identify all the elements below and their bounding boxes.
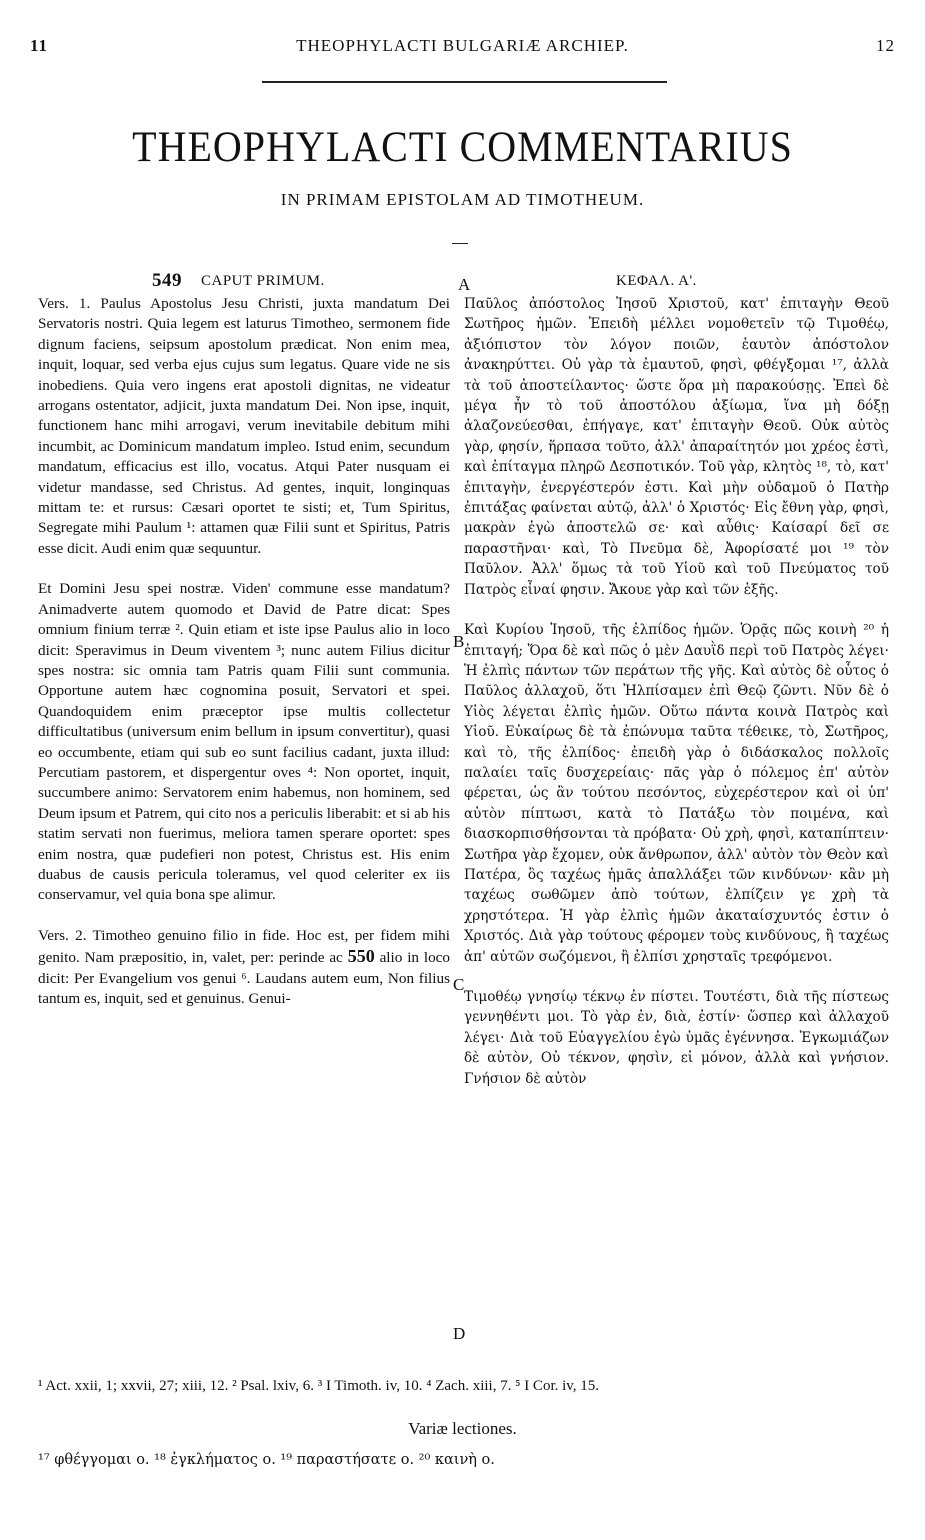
greek-paragraph-3: Τιμοθέῳ γνησίῳ τέκνῳ ἐν πίστει. Τουτέστι, διὰ τῆς πίστεως γεννηθέντι μοι. Τὸ γὰρ ἐν, διὰ, ἐστίν· ὥσπερ καὶ ἀλλαχοῦ λέγει· Διὰ τοῦ Εὐαγγελίου ἐγὼ ὑμᾶς ἐγέννησα. Ἐγκωμιάζων δὲ αὐτὸν, Οὐ τέκνον, φησὶν, εἰ μόνον, ἀλλὰ καὶ γνήσιον. Γνήσιον δὲ αὐτὸν	[464, 989, 889, 1087]
greek-paragraph-2: Καὶ Κυρίου Ἰησοῦ, τῆς ἐλπίδος ἡμῶν. Ὁρᾷς πῶς κοινὴ ²⁰ ἡ ἐπιταγή; Ὅρα δὲ καὶ πῶς ὁ μὲν Δαυῒδ περὶ τοῦ Πατρὸς λέγει· Ἡ ἐλπὶς πάντων τῶν περάτων τῆς γῆς. Καὶ αὐτὸς δὲ οὗτος ὁ Παῦλος ἀλλαχοῦ, ὅτι Ἠλπίσαμεν ἐπὶ Θεῷ ζῶντι. Νῦν δὲ ὁ Υἱὸς λέγεται ἐλπὶς ἡμῶν. Οὕτω πάντα κοινὰ Πατρὸς καὶ Υἱοῦ. Εὐκαίρως δὲ τὰ ἐπώνυμα ταῦτα τέθεικε, τὸ, Σωτῆρος, καὶ τὸ, τῆς ἐλπίδος· ἐπειδὴ γὰρ ὁ διδάσκαλος πολλοῖς παλαίει ταῖς δυσχερείαις· πᾶς γὰρ ὁ πόλεμος ἐπ' αὐτὸν φέρεται, ὡς ἂν τούτου πεσόντος, εὐχερέστερον καὶ οἱ ὑπ' αὐτὸν πίπτωσι, κατὰ τὸ Πατάξω τὸν ποιμένα, καὶ διασκορπισθήσονται τὰ πρόβατα· Οὐ χρὴ, φησὶ, καταπίπτειν· Σωτῆρα γὰρ ἔχομεν, οὐκ ἄνθρωπον, ἀλλ' αὐτὸν τὸν Θεὸν καὶ Πατέρα, ὃς ταχέως ἡμᾶς ἀπαλλάξει τῶν κινδύνων· κἂν μὴ ταχέως σωθῶμεν ἀπὸ τούτων, ἐλπίζειν γε χρὴ τὰ χρηστότερα. Ἡ γὰρ ἐλπὶς ἡμῶν ἀκαταίσχυντός ἐστιν ὁ Χριστός. Διὰ γὰρ τούτους φέρομεν τοὺς κινδύνους, ἢ ταχέως ἀπ' αὐτῶν σωζόμενοι, ἢ ἐλπίσι χρησταῖς τρεφόμενοι.	[464, 622, 889, 965]
greek-column	[464, 268, 889, 1089]
greek-paragraph-1: Παῦλος ἀπόστολος Ἰησοῦ Χριστοῦ, κατ' ἐπιταγὴν Θεοῦ Σωτῆρος ἡμῶν. Ἐπειδὴ μέλλει νομοθετεῖν τῷ Τιμοθέῳ, ἀξιόπιστον τὸν λόγον ποιῶν, ἑαυτὸν ἀπόστολον ἀνακηρύττει. Οὐ γὰρ τὰ ἐμαυτοῦ, φησὶ, φθέγξομαι ¹⁷, ἀλλὰ τὰ τοῦ ἀποστείλαντος· ὥστε ὅρα μὴ παρακούσῃς. Ἐπεὶ δὲ μέγα ἦν τὸ τοῦ ἀποστόλου ἀξίωμα, ἵνα μὴ δόξῃ ἀλαζονεύεσθαι, ἐπήγαγε, κατ' ἐπιταγὴν Θεοῦ. Οὐκ αὐτὸς γὰρ, φησίν, ἥρπασα τοῦτο, ἀλλ' ἀπαραίτητόν μοι χρέος ἐστὶ, καὶ ἐπίταγμα πληρῶ Δεσποτικόν. Τοῦ γὰρ, κλητὸς ¹⁸, τὸ, κατ' ἐπιταγὴν, ἐνεργέστερόν ἐστι. Καὶ μὴν οὐδαμοῦ ὁ Πατὴρ ἐπιτάξας φαίνεται αὐτῷ, ἀλλ' ὁ Χριστός· Εἰς ἔθνη γὰρ, φησὶ, μακρὰν ἐγὼ ἀποστελῶ σε· καὶ αὖθις· Καίσαρί δεῖ σε παραστῆναι· καὶ, Τὸ Πνεῦμα δὲ, Ἀφορίσατέ μοι ¹⁹ τὸν Παῦλον. Ἀλλ' ὅμως τὰ τοῦ Υἱοῦ καὶ τοῦ Πνεύματος τοῦ Πατρὸς εἶναί φησιν. Ἄκουε γὰρ καὶ τῶν ἑξῆς.	[464, 296, 889, 598]
column-number-2: 550	[347, 946, 375, 967]
latin-paragraph-3b: alio in loco dicit: Per Evangelium vos genui ⁶. Laudans autem eum, Non filius tantum es, inquit, sed et genuinus. Genui-	[38, 949, 451, 1007]
variae-notes: ¹⁷ φθέγγομαι ο. ¹⁸ ἐγκλήματος ο. ¹⁹ παραστήσατε ο. ²⁰ καινὴ ο.	[38, 1452, 495, 1468]
page-subtitle: IN PRIMAM EPISTOLAM AD TIMOTHEUM.	[280, 190, 645, 209]
latin-column	[38, 268, 450, 1009]
page-title: THEOPHYLACTI COMMENTARIUS	[132, 122, 793, 171]
page-number-left: 11	[30, 36, 49, 55]
variae-heading: Variæ lectiones.	[408, 1419, 517, 1438]
title-divider	[452, 243, 468, 244]
latin-paragraph-3	[38, 926, 450, 1010]
latin-chapter-heading	[38, 268, 450, 294]
latin-paragraph-3a: Vers. 2. Timotheo genuino filio in fide. Hoc est, per fidem mihi genito. Nam præpositio, in, valet, per: perinde ac	[38, 926, 450, 967]
margin-letter-c: C	[453, 975, 465, 994]
greek-caput: ΚΕΦΑΛ. Α'.	[616, 273, 697, 289]
header-rule	[262, 81, 667, 83]
column-number: 549	[152, 270, 182, 291]
latin-caput: CAPUT PRIMUM.	[201, 273, 325, 289]
greek-chapter-heading	[464, 268, 889, 294]
running-head	[30, 36, 895, 60]
page-number-right: 12	[876, 36, 895, 55]
margin-letter-d: D	[453, 1324, 466, 1343]
running-title: THEOPHYLACTI BULGARIÆ ARCHIEP.	[296, 36, 629, 55]
latin-paragraph-1: Vers. 1. Paulus Apostolus Jesu Christi, juxta mandatum Dei Servatoris nostri. Quia legem est laturus Timotheo, sermonem fide dignum faciens, seipsum apostolum prædicat. Non enim mea, inquit, loquar, sed verba ejus cujus sum legatus. Quare vide ne sis inobediens. Quia vero ingens erat apostoli dignitas, ne videatur arrogans ostentator, adjicit, juxta mandatum Dei. Non ipse, inquit, functionem hanc mihi arrogavi, verum inevitabile debitum mihi incumbit, ac Dominicum mandatum impleo. Istud enim, secundum mandatum, efficacius est illo, vocatus. Atqui Pater nusquam ei videtur mandasse, sed Christus. Ad gentes, inquit, longinquas mittam te: et rursus: Cæsari oportet te sisti; et, Tum Spiritus, Segregate mihi Paulum ¹: attamen quæ Filii sunt et Spiritus, Patris esse dicit. Audi enim quæ sequuntur.	[38, 295, 450, 557]
margin-letter-b: B	[453, 632, 465, 651]
latin-paragraph-2: Et Domini Jesu spei nostræ. Viden' commune esse mandatum? Animadverte autem quomodo et David de Patre dicat: Spes omnium finium terræ ². Quin etiam et iste ipse Paulus alio in loco dicit: Speravimus in Deum viventem ³; nunc autem Filius dicitur spes nostra: sic omnia tam Patris quam Filii sunt communia. Opportune autem hæc cognomina posuit, Servatori et spei. Quandoquidem enim præceptor ipse multis collectetur difficultatibus (universum enim bellum in ipsum convertitur), quasi eo occumbente, etiam qui sub eo sunt facilius cadant, juxta illud: Percutiam pastorem, et dispergentur oves ⁴: Non oportet, inquit, succumbere animo: Servatorem enim habemus, non hominem, sed Deum ipsum et Patrem, qui cito nos a periculis liberabit: et si ab his statim servati non fuerimus, meliora tamen sperare oportet: spes enim nostra, quæ pudefieri non potest, Christus est. His enim duabus de causis pericula toleramus, vel quod celeriter ex iis conservamur, vel quia bona spe alimur.	[38, 580, 450, 904]
footnotes: ¹ Act. xxii, 1; xxvii, 27; xiii, 12. ² Psal. lxiv, 6. ³ I Timoth. iv, 10. ⁴ Zach. xiii, 7. ⁵ I Cor. iv, 15.	[38, 1378, 600, 1394]
margin-letter-a: A	[458, 275, 471, 294]
